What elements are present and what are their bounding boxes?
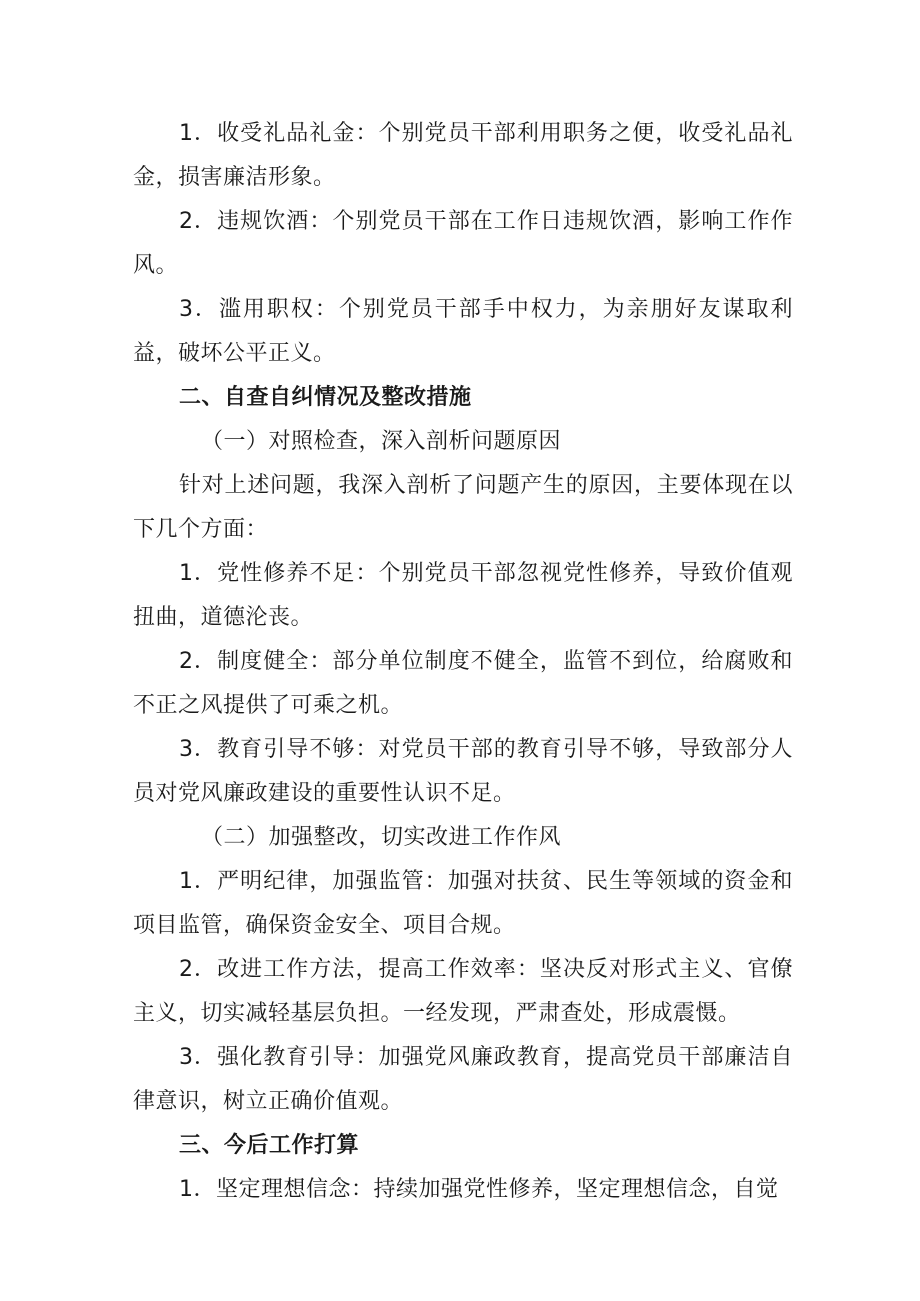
- paragraph-plan-1: 1．坚定理想信念：持续加强党性修养，坚定理想信念，自觉: [179, 1177, 779, 1202]
- section-heading-3: 三、今后工作打算: [179, 1133, 360, 1158]
- subsection-heading-1: （一）对照检查，深入剖析问题原因: [201, 429, 562, 454]
- paragraph-cause-3: 3．教育引导不够：对党员干部的教育引导不够，导致部分人员对党风廉政建设的重要性认识不足。: [133, 737, 793, 806]
- paragraph-abuse-of-power: 3．滥用职权：个别党员干部手中权力，为亲朋好友谋取利益，破坏公平正义。: [133, 297, 793, 366]
- paragraph-cause-1: 1．党性修养不足：个别党员干部忽视党性修养，导致价值观扭曲，道德沦丧。: [133, 561, 793, 630]
- paragraph-gifts: 1．收受礼品礼金：个别党员干部利用职务之便，收受礼品礼金，损害廉洁形象。: [133, 121, 793, 190]
- subsection-heading-2: （二）加强整改，切实改进工作作风: [201, 825, 562, 850]
- paragraph-drinking: 2．违规饮酒：个别党员干部在工作日违规饮酒，影响工作作风。: [133, 209, 793, 278]
- document-body: [133, 112, 793, 1212]
- paragraph-measure-1: 1．严明纪律，加强监管：加强对扶贫、民生等领域的资金和项目监管，确保资金安全、项目合规。: [133, 869, 793, 938]
- paragraph-measure-3: 3．强化教育引导：加强党风廉政教育，提高党员干部廉洁自律意识，树立正确价值观。: [133, 1045, 793, 1114]
- paragraph-measure-2: 2．改进工作方法，提高工作效率：坚决反对形式主义、官僚主义，切实减轻基层负担。一经发现，严肃查处，形成震慑。: [133, 957, 793, 1026]
- paragraph-cause-2: 2．制度健全：部分单位制度不健全，监管不到位，给腐败和不正之风提供了可乘之机。: [133, 649, 793, 718]
- paragraph-analysis-intro: 针对上述问题，我深入剖析了问题产生的原因，主要体现在以下几个方面：: [133, 473, 793, 542]
- section-heading-2: 二、自查自纠情况及整改措施: [179, 385, 472, 410]
